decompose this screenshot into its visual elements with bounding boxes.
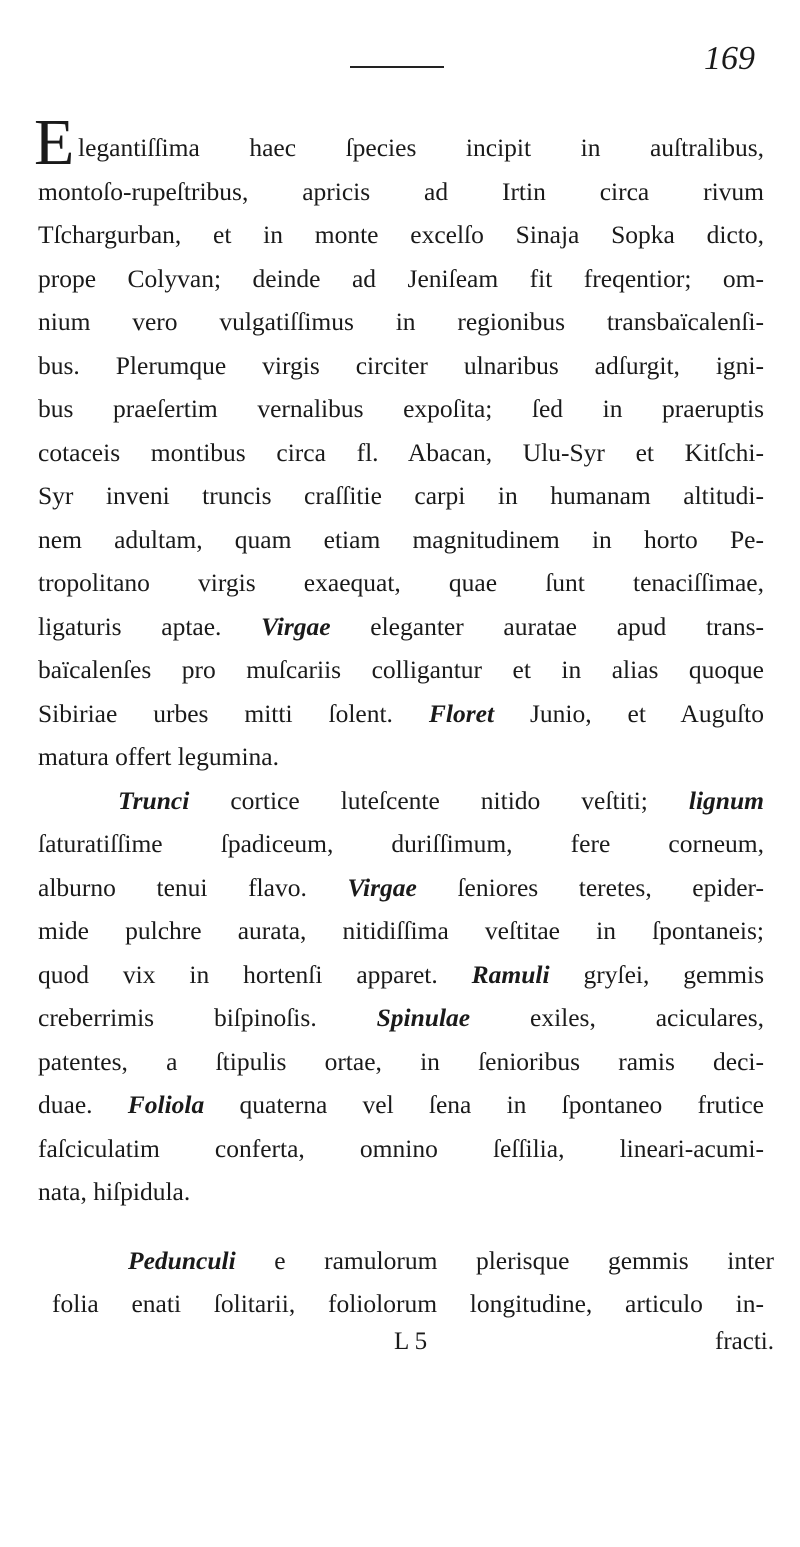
- italic-term: Virgae: [261, 611, 331, 641]
- italic-term: Floret: [428, 698, 495, 728]
- text-line: faſciculatim conferta, omnino ſeſſilia, lineari-acumi-: [38, 1133, 764, 1163]
- text-line: matura offert legumina.: [38, 742, 279, 771]
- text-line: [118, 781, 764, 821]
- text-line: [38, 1085, 764, 1125]
- text-span: creberrimis biſpinoſis.: [38, 1003, 317, 1032]
- text-line: nata, hiſpidula.: [38, 1177, 191, 1206]
- italic-term: Foliola: [127, 1090, 205, 1119]
- header-rule: [350, 66, 444, 68]
- text-span: quod vix in hortenſi apparet.: [38, 959, 438, 989]
- text-span: exiles, aciculares,: [530, 1003, 765, 1032]
- text-line: [38, 868, 764, 908]
- signature-mark: L 5: [394, 1327, 428, 1355]
- italic-term: Pedunculi: [128, 1245, 236, 1275]
- italic-term: Trunci: [118, 785, 190, 815]
- text-line: Syr inveni truncis craſſitie carpi in humanam altitudi-: [38, 481, 764, 510]
- text-span: Sibiriae urbes mitti ſolent.: [38, 698, 393, 728]
- text-line: montoſo-rupeſtribus, apricis ad Irtin circa rivum: [38, 176, 764, 206]
- text-span: alburno tenui flavo.: [38, 872, 307, 902]
- drop-cap: E: [34, 106, 75, 179]
- text-span: cortice luteſcente nitido veſtiti;: [230, 785, 648, 815]
- italic-term: Virgae: [347, 872, 417, 902]
- text-line: legantiſſima haec ſpecies incipit in auſtralibus,: [78, 133, 764, 162]
- text-line: folia enati ſolitarii, foliolorum longitudine, articulo in-: [52, 1289, 764, 1318]
- text-span: ligaturis aptae.: [38, 611, 222, 641]
- text-line: [38, 955, 764, 995]
- text-line: [128, 1241, 774, 1281]
- italic-term: Spinulae: [376, 1003, 471, 1032]
- text-line: bus praeſertim vernalibus expoſita; ſed in praeruptis: [38, 394, 764, 423]
- text-line: [38, 998, 764, 1038]
- text-line: tropolitano virgis exaequat, quae ſunt tenaciſſimae,: [38, 568, 764, 597]
- text-line: prope Colyvan; deinde ad Jeniſeam fit freqentior; om-: [38, 263, 764, 293]
- text-line: Tſchargurban, et in monte excelſo Sinaja Sopka dicto,: [38, 220, 764, 249]
- italic-term: Ramuli: [471, 959, 550, 989]
- catchword: fracti.: [715, 1327, 774, 1355]
- text-line: bus. Plerumque virgis circiter ulnaribus adſurgit, igni-: [38, 350, 764, 380]
- text-line: baïcalenſes pro muſcariis colligantur et in alias quoque: [38, 655, 764, 684]
- text-line: [38, 607, 764, 647]
- text-line: patentes, a ſtipulis ortae, in ſenioribus ramis deci-: [38, 1046, 764, 1076]
- text-line: nem adultam, quam etiam magnitudinem in horto Pe-: [38, 524, 764, 554]
- italic-term: lignum: [688, 785, 765, 815]
- text-line: ſaturatiſſime ſpadiceum, duriſſimum, fere corneum,: [38, 829, 764, 858]
- text-span: eleganter auratae apud trans-: [370, 611, 765, 641]
- page-number: 169: [704, 40, 755, 77]
- text-span: quaterna vel ſena in ſpontaneo frutice: [239, 1090, 764, 1119]
- text-line: cotaceis montibus circa fl. Abacan, Ulu-Syr et Kitſchi-: [38, 437, 764, 467]
- text-line: mide pulchre aurata, nitidiſſima veſtitae in ſpontaneis;: [38, 916, 764, 945]
- text-span: duae.: [38, 1090, 93, 1119]
- text-line: [38, 694, 764, 734]
- text-span: gryſei, gemmis: [583, 959, 765, 989]
- text-span: e ramulorum plerisque gemmis inter: [235, 1245, 774, 1275]
- text-span: Junio, et Auguſto: [529, 698, 765, 728]
- text-span: ſeniores teretes, epider-: [457, 872, 764, 902]
- text-line: nium vero vulgatiſſimus in regionibus transbaïcalenſi-: [38, 307, 764, 336]
